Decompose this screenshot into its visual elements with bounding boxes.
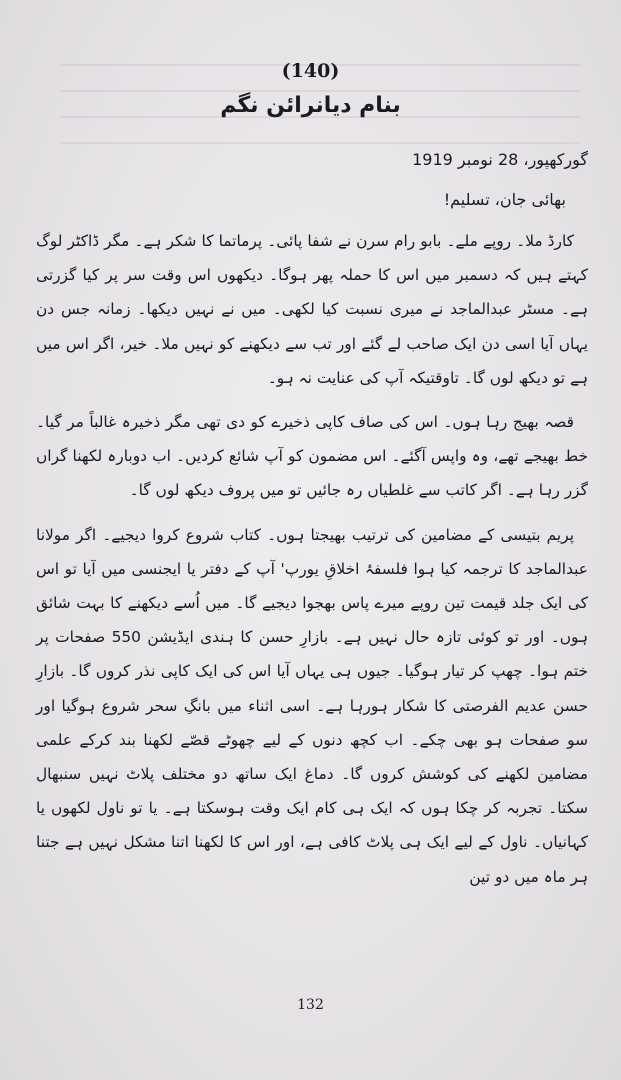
page-number: 132 <box>297 997 324 1013</box>
paragraph-2: قصہ بھیج رہا ہوں۔ اس کی صاف کاپی ذخیرے کو دی تھی مگر ذخیرہ غالباً مر گیا۔ خط بھیجے تھے، وہ واپس آگئے۔ اس مضمون کو آپ شائع کردیں۔ اب دوبارہ لکھنا گراں گزر رہا ہے۔ اگر کاتب سے غلطیاں رہ جائیں تو میں پروف دیکھ لوں گا۔ <box>36 413 588 500</box>
letter-number: (140) <box>281 60 340 82</box>
letter-title: بنام دیانرائن نگم <box>220 93 401 118</box>
paragraph-1: کارڈ ملا۔ روپے ملے۔ بابو رام سرن نے شفا پائی۔ پرماتما کا شکر ہے۔ مگر ڈاکٹر لوگ کہتے ہیں کہ دسمبر میں اس کا حملہ پھر ہوگا۔ دیکھوں اس وقت سر پر کیا گزرتی ہے۔ مسٹر عبدالماجد نے میری نسبت کیا لکھی۔ میں نے نہیں دیکھا۔ زمانہ جس دن یہاں آیا اسی دن ایک صاحب لے گئے اور تب سے دیکھنے کو نہیں ملا۔ خیر، اگر اس میں ہے تو دیکھ لوں گا۔ تاوقتیکہ آپ کی عنایت نہ ہو۔ <box>36 232 588 387</box>
greeting: بھائی جان، تسلیم! <box>443 190 566 209</box>
letter-body <box>36 224 588 904</box>
paragraph-3: پریم بتیسی کے مضامین کی ترتیب بھیجتا ہوں۔ کتاب شروع کروا دیجیے۔ اگر مولانا عبدالماجد کا ترجمہ کیا ہوا فلسفۂ اخلاقِ یورپ' آپ کے دفتر یا ایجنسی میں آیا تو اس کی ایک جلد قیمت تین روپے میرے پاس بھجوا دیجیے گا۔ میں اُسے دیکھنے کا بہت شائق ہوں۔ اور تو کوئی تازہ حال نہیں ہے۔ بازارِ حسن کا ہندی ایڈیشن 550 صفحات پر ختم ہوا۔ چھپ کر تیار ہوگیا۔ جیوں ہی یہاں آیا اس کی ایک کاپی نذر کروں گا۔ بازارِ حسن عدیم الفرصتی کا شکار ہورہا ہے۔ اسی اثناء میں بانگِ سحر شروع ہوگیا اور سو صفحات ہو بھی چکے۔ اب کچھ دنوں کے لیے چھوٹے قصّے لکھنا بند کرکے علمی مضامین لکھنے کی کوشش کروں گا۔ دماغ ایک ساتھ دو مختلف پلاٹ نہیں سنبھال سکتا۔ تجربہ کر چکا ہوں کہ ایک ہی کام ایک وقت ہوسکتا ہے۔ یا تو ناول لکھوں یا کہانیاں۔ ناول کے لیے ایک ہی پلاٹ کافی ہے، اور اس کا لکھنا اتنا مشکل نہیں ہے جتنا ہر ماہ میں دو تین <box>36 525 589 886</box>
dateline: گورکھپور، 28 نومبر 1919 <box>412 150 588 169</box>
